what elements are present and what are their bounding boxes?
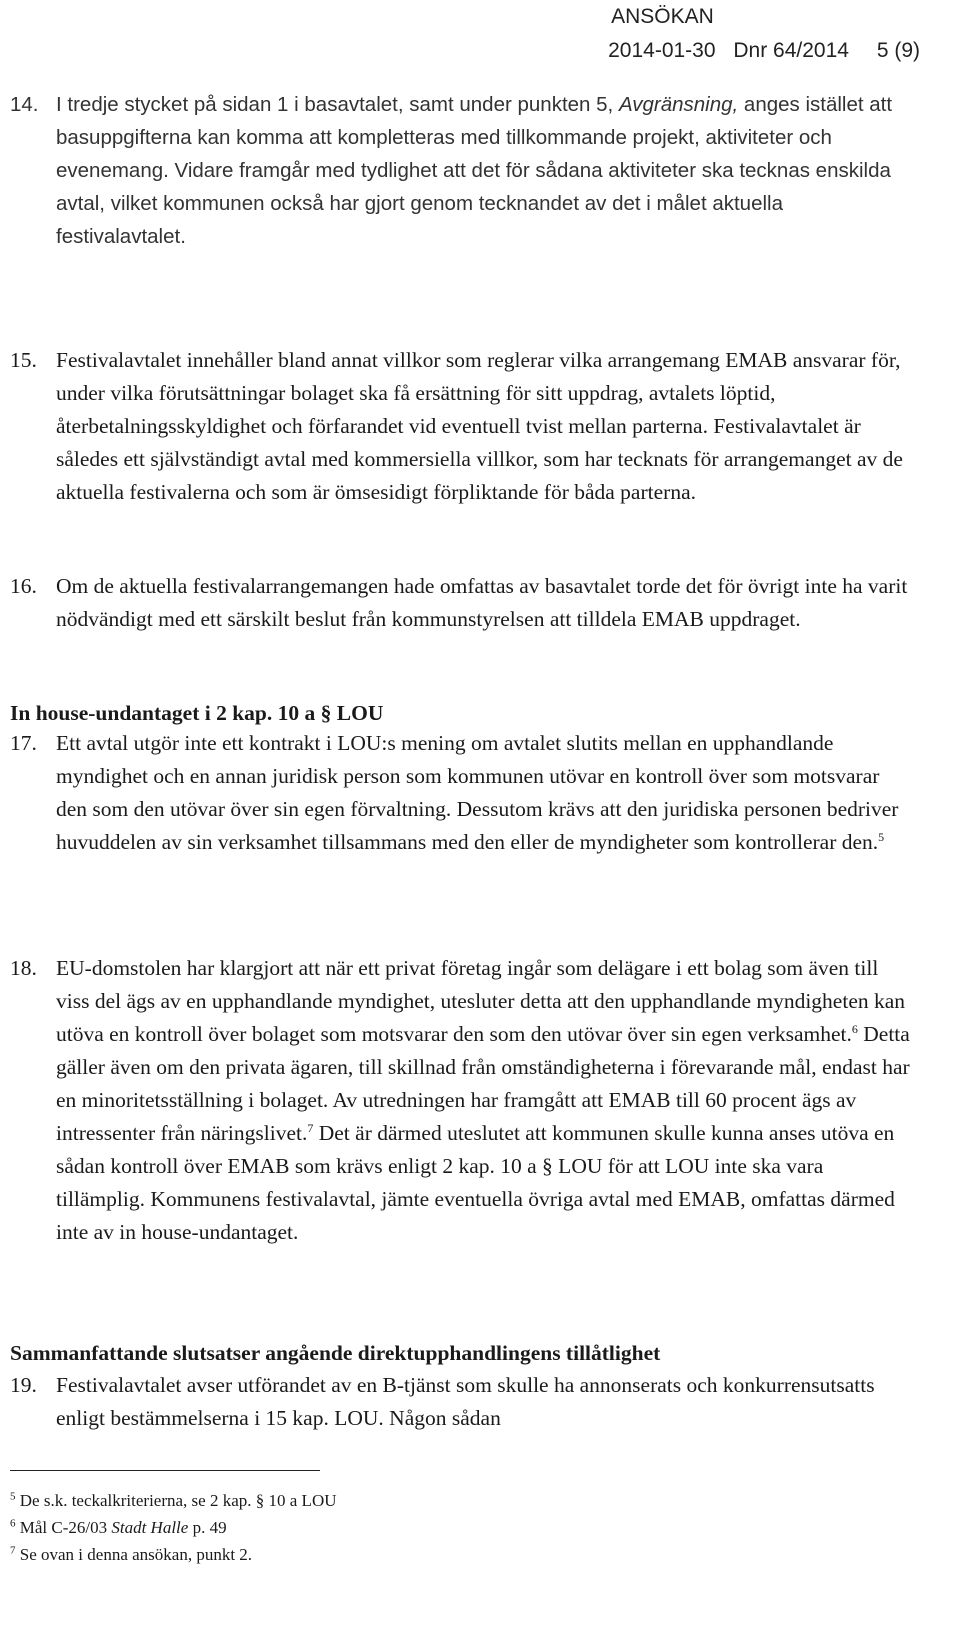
paragraph-text-part: Detta gäller även om den privata ägaren, till skillnad från omständigheterna i förevarande mål, endast har en minoritetsställning i bolaget. Av utredningen har framgått att EMAB till 60 procent ägs av intressenter från näringslivet. [56, 1022, 910, 1145]
document-date: 2014-01-30 [608, 39, 716, 62]
paragraph-number: 19. [10, 1373, 37, 1397]
paragraph-text [56, 88, 910, 253]
paragraph-text [56, 952, 910, 1249]
section-heading-in-house: In house-undantaget i 2 kap. 10 a § LOU [10, 701, 384, 725]
paragraph-number: 14. [10, 93, 39, 116]
paragraph-number: 15. [10, 348, 37, 372]
document-dnr: Dnr 64/2014 [733, 39, 849, 62]
paragraph-text-part: Ett avtal utgör inte ett kontrakt i LOU:s mening om avtalet slutits mellan en upphandlande myndighet och en annan juridisk person som kommunen utövar en kontroll över som motsvarar den som den utövar över sin egen förvaltning. Dessutom krävs att den juridiska personen bedriver huvuddelen av sin verksamhet tillsammans med den eller de myndigheter som kontrollerar den. [56, 731, 899, 854]
footnote-text: Se ovan i denna ansökan, punkt 2. [19, 1545, 253, 1564]
paragraph-text: Om de aktuella festivalarrangemangen hade omfattas av basavtalet torde det för övrigt inte ha varit nödvändigt med ett särskilt beslut från kommunstyrelsen att tilldela EMAB uppdraget. [56, 574, 908, 631]
footnote-number: 6 [10, 1517, 16, 1530]
page-number: 5 (9) [876, 39, 920, 62]
footnote-text: Mål C-26/03 [19, 1518, 112, 1537]
footnote-text: p. 49 [188, 1518, 227, 1537]
paragraph-17 [10, 727, 910, 859]
document-type: ANSÖKAN [611, 5, 714, 28]
document-header [608, 0, 920, 68]
paragraph-text [56, 727, 910, 859]
footnote-6 [10, 1514, 337, 1541]
footnote-divider [10, 1470, 320, 1471]
paragraph-number: 18. [10, 956, 37, 980]
footnote-case-name: Stadt Halle [111, 1518, 189, 1537]
paragraph-text: Festivalavtalet innehåller bland annat villkor som reglerar vilka arrangemang EMAB ansvarar för, under vilka förutsättningar bolaget ska få ersättning för sitt uppdrag, avtalets löptid, återbetalningsskyldighet och förfarandet vid eventuell tvist mellan parterna. Festivalavtalet är således ett självständigt avtal med kommersiella villkor, som har tecknats för arrangemanget av de aktuella festivalerna och som är ömsesidigt förpliktande för båda parterna. [56, 348, 903, 504]
paragraph-text-part: I tredje stycket på sidan 1 i basavtalet, samt under punkten 5, [56, 93, 619, 116]
paragraph-number: 17. [10, 731, 37, 755]
footnote-text: De s.k. teckalkriterierna, se 2 kap. § 10 a LOU [19, 1491, 337, 1510]
footnote-number: 5 [10, 1490, 16, 1503]
paragraph-text-part: anges istället att basuppgifterna kan komma att kompletteras med tillkommande projekt, aktiviteter och evenemang. Vidare framgår med tydlighet att det för sådana aktiviteter ska tecknas enskilda avtal, vilket kommunen också har gjort genom tecknandet av det i målet aktuella festivalavtalet. [56, 93, 893, 248]
paragraph-text-part: EU-domstolen har klargjort att när ett privat företag ingår som delägare i ett bolag som även till viss del ägs av en upphandlande myndighet, utesluter detta att den upphandlande myndigheten kan utöva en kontroll över bolaget som motsvarar den som den utövar över sin egen verksamhet. [56, 956, 906, 1046]
italic-term: Avgränsning, [618, 93, 739, 116]
section-heading-summary: Sammanfattande slutsatser angående direktupphandlingens tillåtlighet [10, 1341, 661, 1365]
paragraph-text-part: Det är därmed uteslutet att kommunen skulle kunna anses utöva en sådan kontroll över EMAB som krävs enligt 2 kap. 10 a § LOU för att LOU inte ska vara tillämplig. Kommunens festivalavtal, jämte eventuella övriga avtal med EMAB, omfattas därmed inte av in house-undantaget. [56, 1121, 895, 1244]
paragraph-16 [10, 570, 910, 636]
footnote-5 [10, 1487, 337, 1514]
footnote-ref: 7 [307, 1120, 314, 1135]
paragraph-number: 16. [10, 574, 37, 598]
document-meta [608, 34, 920, 68]
paragraph-18 [10, 952, 910, 1249]
paragraph-14 [10, 88, 910, 253]
paragraph-text: Festivalavtalet avser utförandet av en B-tjänst som skulle ha annonserats och konkurrensutsatts enligt bestämmelserna i 15 kap. LOU. Någon sådan [56, 1373, 875, 1430]
paragraph-15 [10, 344, 910, 509]
footnote-7 [10, 1541, 337, 1568]
paragraph-19 [10, 1369, 910, 1435]
footnote-ref: 5 [878, 829, 885, 844]
footnote-ref: 6 [851, 1021, 858, 1036]
footnotes [10, 1487, 337, 1568]
footnote-number: 7 [10, 1544, 16, 1557]
